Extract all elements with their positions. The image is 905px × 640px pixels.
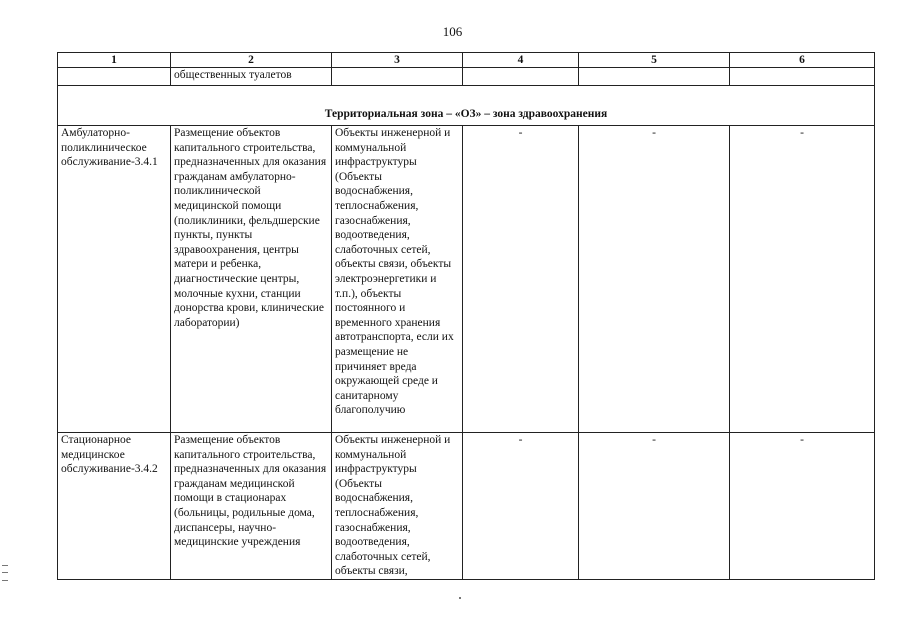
table-cell bbox=[579, 68, 730, 86]
table-cell: - bbox=[463, 433, 579, 580]
table-cell: - bbox=[730, 126, 875, 433]
table-cell bbox=[730, 68, 875, 86]
zone-title-row bbox=[58, 86, 875, 126]
table-row bbox=[58, 433, 875, 580]
table-cell: Амбулаторно-поликлиническое обслуживание-3.4.1 bbox=[58, 126, 171, 433]
table-cell: Размещение объектов капитального строительства, предназначенных для оказания гражданам амбулаторно-поликлинической медицинской помощи (поликлиники, фельдшерские пункты, пункты здравоохранения, центры матери и ребенка, диагностические центры, молочные кухни, станции донорства крови, клинические лаборатории) bbox=[171, 126, 332, 433]
column-header: 2 bbox=[171, 53, 332, 68]
column-header: 5 bbox=[579, 53, 730, 68]
page-number: 106 bbox=[442, 24, 463, 39]
continuation-row bbox=[58, 68, 875, 86]
column-header: 6 bbox=[730, 53, 875, 68]
table-header-row bbox=[58, 53, 875, 68]
table-cell bbox=[332, 68, 463, 86]
table-cell bbox=[58, 68, 171, 86]
table-cell: - bbox=[579, 433, 730, 580]
table-cell: - bbox=[463, 126, 579, 433]
table-cell: Объекты инженерной и коммунальной инфраструктуры (Объекты водоснабжения, теплоснабжения, газоснабжения, водоотведения, слаботочных сетей, объекты связи, bbox=[332, 433, 463, 580]
scan-edge-marks bbox=[2, 565, 8, 581]
column-header: 1 bbox=[58, 53, 171, 68]
scan-dot bbox=[459, 597, 461, 599]
column-header: 4 bbox=[463, 53, 579, 68]
table-cell: Стационарное медицинское обслуживание-3.4.2 bbox=[58, 433, 171, 580]
column-header: 3 bbox=[332, 53, 463, 68]
table-cell: Объекты инженерной и коммунальной инфраструктуры (Объекты водоснабжения, теплоснабжения, газоснабжения, водоотведения, слаботочных сетей, объекты связи, объекты электроэнергетики и т.п.), объекты постоянного и временного хранения автотранспорта, если их размещение не причиняет вреда окружающей среде и санитарному благополучию bbox=[332, 126, 463, 433]
table-cell bbox=[463, 68, 579, 86]
table-cell: - bbox=[579, 126, 730, 433]
table-cell: - bbox=[730, 433, 875, 580]
table-cell: Размещение объектов капитального строительства, предназначенных для оказания гражданам медицинской помощи в стационарах (больницы, родильные дома, диспансеры, научно-медицинские учреждения bbox=[171, 433, 332, 580]
zoning-table bbox=[57, 52, 875, 580]
table-row bbox=[58, 126, 875, 433]
zone-title: Территориальная зона – «ОЗ» – зона здравоохранения bbox=[58, 86, 875, 126]
table-cell: общественных туалетов bbox=[171, 68, 332, 86]
